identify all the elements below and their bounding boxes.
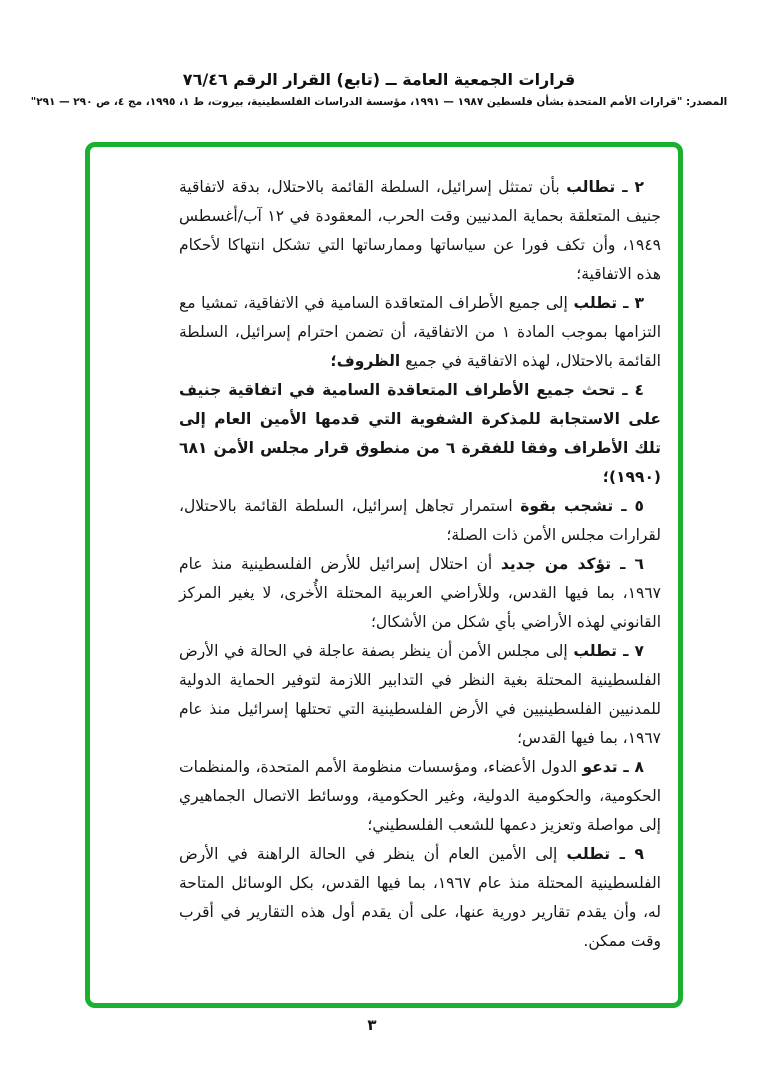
paragraph-lead: ٨ ـ تدعو <box>582 758 644 776</box>
resolution-paragraph-9 <box>179 840 661 956</box>
resolution-paragraph-5 <box>179 492 661 550</box>
paragraph-body: إلى جميع الأطراف المتعاقدة السامية في الاتفاقية، تمشيا مع التزامها بموجب المادة ١ من الاتفاقية، أن تضمن احترام إسرائيل، السلطة القائمة بالاحتلال، لهذه الاتفاقية في جميع <box>179 294 661 370</box>
paragraph-body: إلى مجلس الأمن أن ينظر بصفة عاجلة في الحالة في الأرض الفلسطينية المحتلة بغية النظر في التدابير اللازمة لتوفير الحماية الدولية للمدنيين الفلسطينيين في الأرض الفلسطينية التي تحتلها إسرائيل منذ عام ١٩٦٧، بما فيها القدس؛ <box>179 642 661 747</box>
paragraph-tail: الظروف؛ <box>330 352 401 370</box>
resolution-border-box <box>85 142 683 1008</box>
paragraph-lead: ٣ ـ تطلب <box>573 294 644 312</box>
paragraph-body: بأن تمتثل إسرائيل، السلطة القائمة بالاحتلال، بدقة لاتفاقية جنيف المتعلقة بحماية المدنيين وقت الحرب، المعقودة في ١٢ آب/أغسطس ١٩٤٩، وأن تكف فورا عن سياساتها وممارساتها التي تشكل انتهاكا لأحكام هذه الاتفاقية؛ <box>179 178 661 283</box>
source-line: المصدر: "قرارات الأمم المتحدة بشأن فلسطين ١٩٨٧ — ١٩٩١، مؤسسة الدراسات الفلسطينية، بيروت، ط ١، ١٩٩٥، مج ٤، ص ٢٩٠ — ٢٩١" <box>30 96 728 108</box>
resolution-paragraph-2 <box>179 173 661 289</box>
paragraph-body: أن احتلال إسرائيل للأرض الفلسطينية منذ عام ١٩٦٧، بما فيها القدس، وللأراضي العربية المحتلة الأُخرى، لا يغير المركز القانوني لهذه الأراضي بأي شكل من الأشكال؛ <box>179 555 661 631</box>
resolution-paragraph-4 <box>179 376 661 492</box>
paragraph-lead: ٤ ـ تحث جميع الأطراف المتعاقدة السامية في اتفاقية جنيف على الاستجابة للمذكرة الشفوية التي قدمها الأمين العام إلى تلك الأطراف وفقا للفقرة ٦ من منطوق قرار مجلس الأمن ٦٨١ (١٩٩٠)؛ <box>179 381 662 486</box>
paragraph-lead: ٢ ـ تطالب <box>566 178 644 196</box>
paragraph-lead: ٦ ـ تؤكد من جديد <box>500 555 644 573</box>
page-number: ٣ <box>367 1016 377 1034</box>
paragraph-body: استمرار تجاهل إسرائيل، السلطة القائمة بالاحتلال، لقرارات مجلس الأمن ذات الصلة؛ <box>179 497 661 544</box>
resolution-paragraph-7 <box>179 637 661 753</box>
resolution-paragraph-8 <box>179 753 661 840</box>
paragraph-lead: ٩ ـ تطلب <box>566 845 644 863</box>
paragraph-lead: ٧ ـ تطلب <box>573 642 644 660</box>
resolution-paragraph-3 <box>179 289 661 376</box>
resolution-paragraph-6 <box>179 550 661 637</box>
paragraph-body: إلى الأمين العام أن ينظر في الحالة الراهنة في الأرض الفلسطينية المحتلة منذ عام ١٩٦٧، بما فيها القدس، بكل الوسائل المتاحة له، وأن يقدم تقارير دورية عنها، على أن يقدم أول هذه التقارير في أقرب وقت ممكن. <box>179 845 661 950</box>
resolution-text-column <box>179 173 661 956</box>
paragraph-body: الدول الأعضاء، ومؤسسات منظومة الأمم المتحدة، والمنظمات الحكومية، والحكومية الدولية، وغير الحكومية، ووسائط الاتصال الجماهيري إلى مواصلة وتعزيز دعمها للشعب الفلسطيني؛ <box>179 758 661 834</box>
paragraph-lead: ٥ ـ تشجب بقوة <box>520 497 644 515</box>
page-header <box>0 70 758 108</box>
document-title: قرارات الجمعية العامة ــ (تابع) القرار الرقم ٧٦/٤٦ <box>182 70 576 89</box>
